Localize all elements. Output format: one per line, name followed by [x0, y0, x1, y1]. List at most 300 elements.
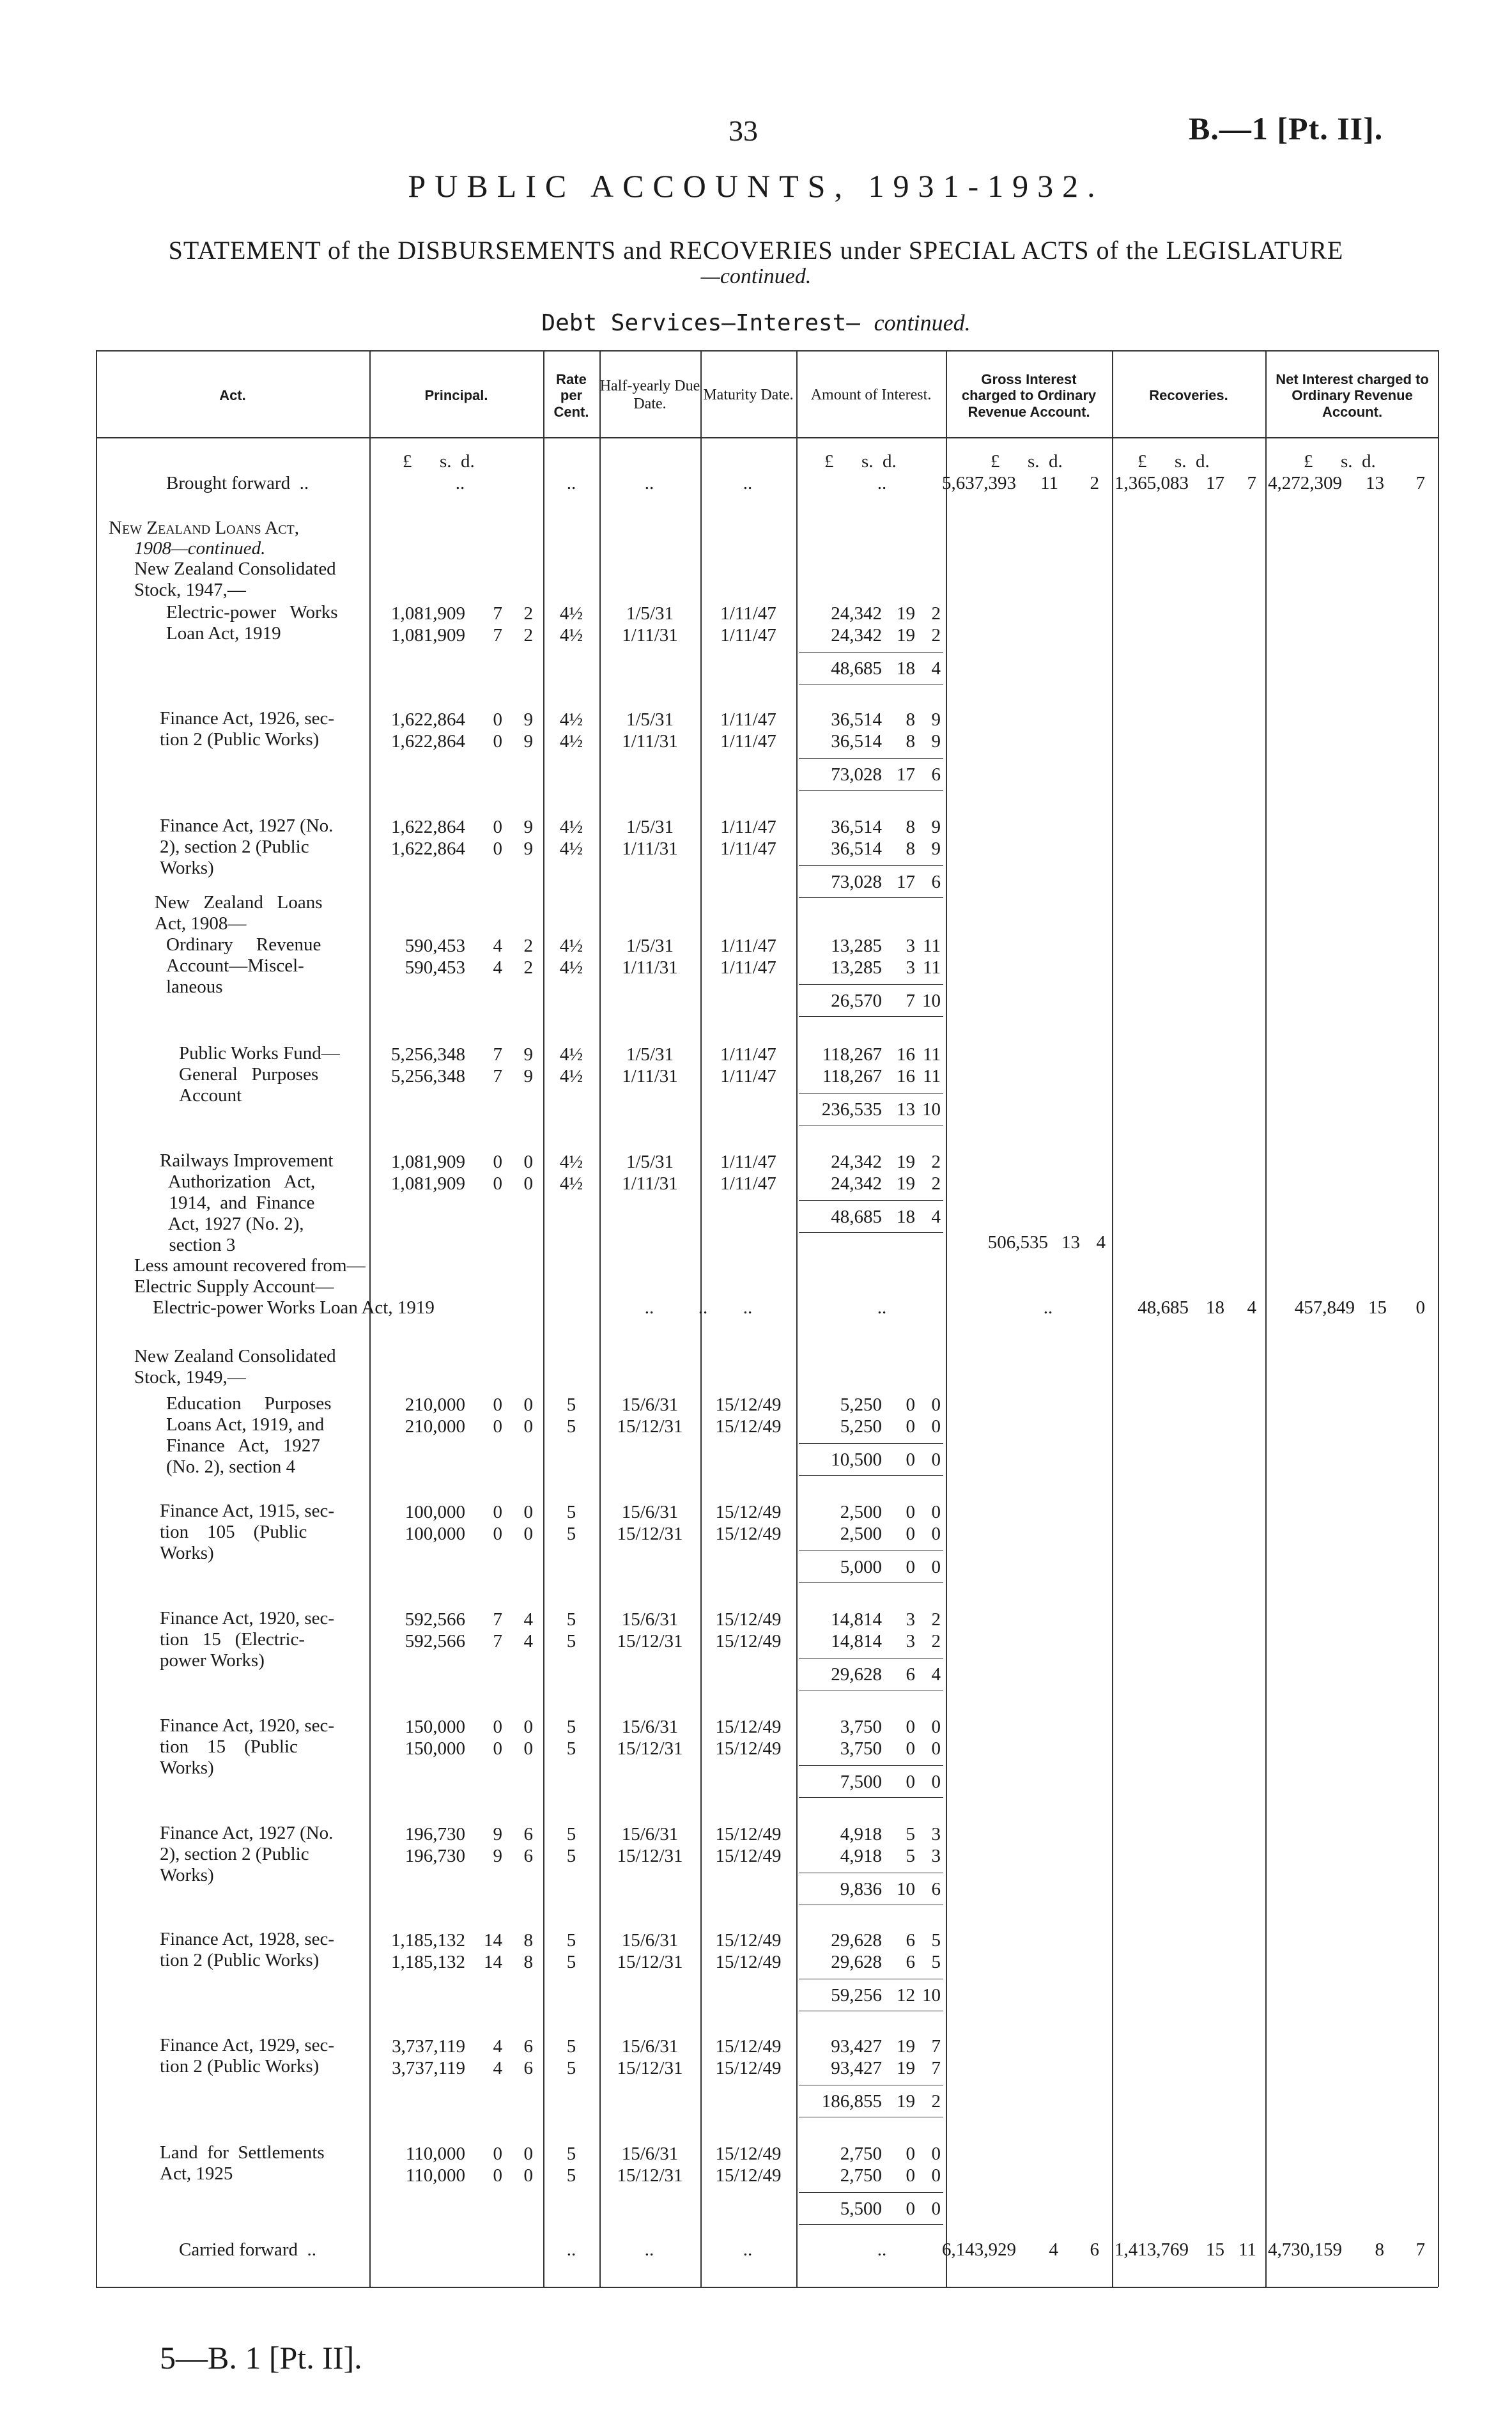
principal-shillings: 14	[484, 1952, 502, 1972]
table-row	[96, 625, 1438, 646]
subtotal-rule	[799, 897, 943, 898]
bf-recoveries-pounds: 1,365,083	[1115, 473, 1189, 493]
principal-shillings: 0	[493, 1416, 502, 1437]
half-yearly-due-date: 15/12/31	[617, 1416, 683, 1437]
interest-pounds: 2,500	[840, 1502, 882, 1522]
interest-shillings: 19	[897, 2036, 915, 2057]
interest-pence: 2	[931, 1173, 941, 1194]
subtotal-pence: 2	[931, 2091, 941, 2112]
table-row	[96, 2058, 1438, 2078]
half-yearly-due-date: 15/6/31	[621, 1502, 679, 1522]
half-yearly-due-date: 1/5/31	[626, 936, 674, 956]
bf-recoveries-shillings: 17	[1206, 473, 1224, 493]
subtotal-row	[96, 1450, 1438, 1470]
principal-shillings: 4	[493, 957, 502, 978]
subtotal-rule	[799, 1443, 943, 1444]
principal-pounds: 5,256,348	[391, 1066, 465, 1086]
principal-pounds: 196,730	[405, 1846, 465, 1866]
principal-shillings: 0	[493, 1738, 502, 1759]
principal-pence: 4	[523, 1609, 533, 1630]
interest-pounds: 4,918	[840, 1824, 882, 1844]
maturity-date: 1/11/47	[720, 1152, 776, 1172]
principal-shillings: 7	[493, 1609, 502, 1630]
table-row	[96, 1930, 1438, 1951]
principal-pounds: 1,081,909	[391, 1173, 465, 1194]
subtotal-shillings: 0	[906, 1450, 915, 1470]
maturity-date: 15/12/49	[715, 2036, 782, 2057]
subtotal-shillings: 18	[897, 1207, 915, 1227]
maturity-date: 15/12/49	[715, 1502, 782, 1522]
interest-shillings: 19	[897, 1152, 915, 1172]
dots: ..	[644, 2239, 654, 2260]
subtotal-shillings: 19	[897, 2091, 915, 2112]
subtotal-row	[96, 1099, 1438, 1120]
brought-forward-label: Brought forward ..	[166, 473, 309, 493]
rate-per-cent: 5	[566, 2036, 576, 2057]
rate-per-cent: 4½	[559, 1044, 583, 1065]
principal-pence: 0	[523, 1152, 533, 1172]
principal-pounds: 3,737,119	[392, 2058, 465, 2078]
interest-shillings: 16	[897, 1044, 915, 1065]
half-yearly-due-date: 1/11/31	[622, 957, 678, 978]
subtotal-rule	[799, 1016, 943, 1017]
subtotal-rule	[799, 1765, 943, 1766]
interest-pounds: 29,628	[831, 1930, 882, 1951]
page-title: PUBLIC ACCOUNTS, 1931-1932.	[408, 168, 1104, 204]
interest-shillings: 0	[906, 1524, 915, 1544]
principal-pence: 6	[523, 1846, 533, 1866]
half-yearly-due-date: 15/12/31	[617, 1846, 683, 1866]
principal-pounds: 1,185,132	[391, 1930, 465, 1951]
principal-pence: 0	[523, 1524, 533, 1544]
less-recovered-net-pence: 0	[1416, 1297, 1425, 1318]
subtotal-pounds: 48,685	[831, 1207, 882, 1227]
subtotal-pence: 10	[922, 991, 941, 1011]
rate-per-cent: 5	[566, 2058, 576, 2078]
interest-pence: 0	[931, 2165, 941, 2186]
principal-shillings: 0	[493, 2165, 502, 2186]
subtotal-pence: 10	[922, 1099, 941, 1120]
principal-pence: 6	[523, 1824, 533, 1844]
subtotal-pounds: 9,836	[840, 1879, 882, 1899]
half-yearly-due-date: 15/6/31	[621, 1717, 679, 1737]
interest-shillings: 0	[906, 1416, 915, 1437]
interest-shillings: 0	[906, 1502, 915, 1522]
interest-pounds: 24,342	[831, 1152, 882, 1172]
subtotal-row	[96, 1664, 1438, 1685]
cf-recoveries-shillings: 15	[1206, 2239, 1224, 2260]
rate-per-cent: 4½	[559, 817, 583, 837]
interest-shillings: 3	[906, 957, 915, 978]
subtotal-rule	[799, 1200, 943, 1201]
subtotal-pounds: 10,500	[831, 1450, 882, 1470]
principal-shillings: 0	[493, 839, 502, 859]
interest-pence: 9	[931, 817, 941, 837]
subtotal-pence: 6	[931, 872, 941, 892]
interest-pounds: 93,427	[831, 2036, 882, 2057]
subtotal-pence: 0	[931, 1557, 941, 1577]
stock-1947-heading: New Zealand Consolidated Stock, 1947,—	[134, 559, 336, 600]
principal-pounds: 1,622,864	[391, 839, 465, 859]
rate-per-cent: 5	[566, 1738, 576, 1759]
subtotal-row	[96, 764, 1438, 785]
act-label: Finance Act, 1929, sec- tion 2 (Public Works)	[160, 2035, 335, 2076]
maturity-date: 1/11/47	[720, 709, 776, 730]
interest-shillings: 0	[906, 1717, 915, 1737]
principal-shillings: 0	[493, 1502, 502, 1522]
subtotal-pence: 6	[931, 764, 941, 785]
subtotal-row	[96, 872, 1438, 892]
table-row	[96, 1152, 1438, 1172]
rate-per-cent: 5	[566, 1631, 576, 1651]
subtotal-pence: 10	[922, 1985, 941, 2006]
interest-shillings: 5	[906, 1846, 915, 1866]
subtotal-pounds: 5,500	[840, 2199, 882, 2219]
table-row	[96, 1066, 1438, 1086]
table-row	[96, 1952, 1438, 1972]
principal-pence: 0	[523, 1416, 533, 1437]
rate-per-cent: 4½	[559, 603, 583, 624]
subtotal-rule	[799, 652, 943, 653]
interest-shillings: 0	[906, 2144, 915, 2164]
cf-net-pence: 7	[1416, 2239, 1425, 2260]
table-row	[96, 1631, 1438, 1651]
maturity-date: 1/11/47	[720, 731, 776, 752]
subtotal-rule	[799, 1550, 943, 1551]
currency-units: £ s. d.	[1138, 451, 1210, 472]
principal-pounds: 592,566	[405, 1631, 465, 1651]
interest-pence: 0	[931, 1717, 941, 1737]
interest-pence: 0	[931, 1395, 941, 1415]
interest-pounds: 24,342	[831, 1173, 882, 1194]
interest-pence: 11	[923, 1044, 941, 1065]
half-yearly-due-date: 15/6/31	[621, 1824, 679, 1844]
half-yearly-due-date: 15/12/31	[617, 1952, 683, 1972]
statement-continued: —continued.	[700, 265, 812, 288]
table-row	[96, 731, 1438, 752]
maturity-date: 1/11/47	[720, 1044, 776, 1065]
principal-pounds: 1,622,864	[391, 817, 465, 837]
subtotal-shillings: 6	[906, 1664, 915, 1685]
interest-pence: 2	[931, 1609, 941, 1630]
principal-pence: 6	[523, 2058, 533, 2078]
principal-shillings: 0	[493, 817, 502, 837]
principal-pounds: 1,081,909	[391, 625, 465, 646]
principal-pence: 9	[523, 839, 533, 859]
subtotal-pounds: 73,028	[831, 764, 882, 785]
rate-per-cent: 4½	[559, 957, 583, 978]
principal-pence: 9	[523, 709, 533, 730]
col-header-maturity: Maturity Date.	[703, 387, 794, 404]
dots: ..	[743, 2239, 753, 2260]
half-yearly-due-date: 15/6/31	[621, 1930, 679, 1951]
table-top-rule	[96, 350, 1438, 352]
principal-pence: 2	[523, 936, 533, 956]
half-yearly-due-date: 15/12/31	[617, 1631, 683, 1651]
interest-pence: 11	[923, 936, 941, 956]
rate-per-cent: 5	[566, 1717, 576, 1737]
principal-shillings: 9	[493, 1824, 502, 1844]
interest-pence: 2	[931, 1631, 941, 1651]
maturity-date: 1/11/47	[720, 936, 776, 956]
header-bottom-rule	[96, 437, 1438, 438]
act-label: Electric-power Works Loan Act, 1919	[166, 602, 338, 644]
interest-pence: 2	[931, 1152, 941, 1172]
page-footer: 5—B. 1 [Pt. II].	[160, 2340, 362, 2376]
brought-forward-row	[96, 473, 1438, 493]
subtotal-pounds: 5,000	[840, 1557, 882, 1577]
interest-shillings: 19	[897, 603, 915, 624]
interest-pence: 9	[931, 709, 941, 730]
less-recovered-net-pounds: 457,849	[1294, 1297, 1355, 1318]
table-row	[96, 2165, 1438, 2186]
subtotal-shillings: 18	[897, 658, 915, 679]
principal-shillings: 7	[493, 1044, 502, 1065]
interest-shillings: 0	[906, 2165, 915, 2186]
section-title: Debt Services—Interest—	[541, 310, 860, 336]
subtotal-row	[96, 991, 1438, 1011]
subtotal-rule	[799, 1797, 943, 1798]
bf-gross-pence: 2	[1090, 473, 1099, 493]
dots: ..	[743, 473, 753, 493]
table-row	[96, 2036, 1438, 2057]
currency-units: £ s. d.	[403, 451, 475, 472]
subtotal-rule	[799, 1582, 943, 1583]
table-row	[96, 709, 1438, 730]
half-yearly-due-date: 15/6/31	[621, 2144, 679, 2164]
interest-shillings: 8	[906, 817, 915, 837]
half-yearly-due-date: 1/11/31	[622, 1066, 678, 1086]
principal-pounds: 590,453	[405, 936, 465, 956]
rate-per-cent: 4½	[559, 731, 583, 752]
rate-per-cent: 4½	[559, 709, 583, 730]
interest-shillings: 8	[906, 709, 915, 730]
principal-pounds: 196,730	[405, 1824, 465, 1844]
subtotal-rule	[799, 865, 943, 866]
dots: ..	[877, 1297, 887, 1318]
table-row	[96, 1173, 1438, 1194]
principal-shillings: 7	[493, 625, 502, 646]
half-yearly-due-date: 15/6/31	[621, 1395, 679, 1415]
interest-pounds: 24,342	[831, 625, 882, 646]
rate-per-cent: 4½	[559, 1173, 583, 1194]
dots: ..	[743, 1297, 753, 1318]
rate-per-cent: 5	[566, 1609, 576, 1630]
interest-pence: 3	[931, 1824, 941, 1844]
principal-pounds: 100,000	[405, 1524, 465, 1544]
interest-pence: 5	[931, 1952, 941, 1972]
table-row	[96, 603, 1438, 624]
act-label: Finance Act, 1920, sec- tion 15 (Public Works)	[160, 1715, 335, 1778]
dots: ..	[877, 2239, 887, 2260]
interest-pounds: 13,285	[831, 957, 882, 978]
principal-shillings: 14	[484, 1930, 502, 1951]
interest-pence: 3	[931, 1846, 941, 1866]
half-yearly-due-date: 1/5/31	[626, 817, 674, 837]
maturity-date: 1/11/47	[720, 839, 776, 859]
principal-shillings: 0	[493, 1524, 502, 1544]
principal-pounds: 592,566	[405, 1609, 465, 1630]
interest-pounds: 118,267	[822, 1066, 882, 1086]
less-recovered-shillings: 18	[1206, 1297, 1224, 1318]
maturity-date: 15/12/49	[715, 1524, 782, 1544]
bf-recoveries-pence: 7	[1247, 473, 1256, 493]
table-bottom-rule	[96, 2287, 1438, 2288]
bf-gross-pounds: 5,637,393	[942, 473, 1016, 493]
principal-shillings: 0	[493, 1717, 502, 1737]
subtotal-pence: 4	[931, 1207, 941, 1227]
interest-pence: 0	[931, 1738, 941, 1759]
interest-shillings: 19	[897, 1173, 915, 1194]
subtotal-rule	[799, 1475, 943, 1476]
rate-per-cent: 5	[566, 1524, 576, 1544]
table-row	[96, 2144, 1438, 2164]
stock-1949-heading: New Zealand Consolidated Stock, 1949,—	[134, 1346, 336, 1388]
principal-pounds: 1,622,864	[391, 709, 465, 730]
interest-shillings: 0	[906, 1395, 915, 1415]
table-row	[96, 1502, 1438, 1522]
rate-per-cent: 5	[566, 1416, 576, 1437]
interest-shillings: 8	[906, 731, 915, 752]
interest-shillings: 6	[906, 1930, 915, 1951]
principal-pence: 9	[523, 1066, 533, 1086]
act-heading-nzla-cont: 1908—continued.	[134, 538, 266, 559]
maturity-date: 1/11/47	[720, 603, 776, 624]
maturity-date: 15/12/49	[715, 1395, 782, 1415]
act-label: Finance Act, 1926, sec- tion 2 (Public Works)	[160, 708, 335, 750]
maturity-date: 1/11/47	[720, 1173, 776, 1194]
table-row	[96, 1738, 1438, 1759]
act-label: Finance Act, 1915, sec- tion 105 (Public Works)	[160, 1501, 335, 1563]
carried-forward-label: Carried forward ..	[179, 2239, 316, 2260]
principal-shillings: 7	[493, 1631, 502, 1651]
rate-per-cent: 5	[566, 2165, 576, 2186]
maturity-date: 15/12/49	[715, 1631, 782, 1651]
cf-net-pounds: 4,730,159	[1268, 2239, 1342, 2260]
section-heading	[0, 309, 1512, 336]
principal-shillings: 9	[493, 1846, 502, 1866]
less-recovered-pounds: 48,685	[1138, 1297, 1189, 1318]
col-header-amount: Amount of Interest.	[810, 387, 932, 404]
table-row	[96, 1524, 1438, 1544]
principal-pence: 6	[523, 2036, 533, 2057]
interest-pounds: 5,250	[840, 1416, 882, 1437]
principal-pence: 0	[523, 1717, 533, 1737]
document-reference: B.—1 [Pt. II].	[1189, 111, 1384, 146]
currency-units: £ s. d.	[824, 451, 897, 472]
principal-pence: 8	[523, 1952, 533, 1972]
half-yearly-due-date: 15/12/31	[617, 2058, 683, 2078]
col-header-rate: Rate per Cent.	[553, 371, 589, 420]
col-header-net: Net Interest charged to Ordinary Revenue Account.	[1276, 371, 1429, 420]
dots: ..	[1043, 1297, 1053, 1318]
principal-shillings: 0	[493, 731, 502, 752]
subtotal-pence: 4	[931, 1664, 941, 1685]
subtotal-shillings: 0	[906, 1772, 915, 1792]
railways-gross-pence: 4	[1096, 1232, 1106, 1253]
cf-gross-pounds: 6,143,929	[942, 2239, 1016, 2260]
interest-shillings: 3	[906, 936, 915, 956]
interest-pounds: 13,285	[831, 936, 882, 956]
rate-per-cent: 5	[566, 2144, 576, 2164]
interest-pounds: 5,250	[840, 1395, 882, 1415]
interest-pounds: 14,814	[831, 1609, 882, 1630]
interest-shillings: 8	[906, 839, 915, 859]
interest-shillings: 16	[897, 1066, 915, 1086]
principal-pounds: 3,737,119	[392, 2036, 465, 2057]
subtotal-rule	[799, 984, 943, 985]
principal-pounds: 590,453	[405, 957, 465, 978]
rate-per-cent: 4½	[559, 1066, 583, 1086]
act-label: Land for Settlements Act, 1925	[160, 2142, 325, 2184]
maturity-date: 15/12/49	[715, 1930, 782, 1951]
maturity-date: 1/11/47	[720, 817, 776, 837]
subtotal-pence: 0	[931, 2199, 941, 2219]
rate-per-cent: 4½	[559, 1152, 583, 1172]
maturity-date: 1/11/47	[720, 957, 776, 978]
maturity-date: 15/12/49	[715, 2058, 782, 2078]
principal-pence: 0	[523, 2165, 533, 2186]
principal-pounds: 210,000	[405, 1395, 465, 1415]
principal-pence: 9	[523, 1044, 533, 1065]
interest-pounds: 2,750	[840, 2165, 882, 2186]
principal-shillings: 7	[493, 603, 502, 624]
subtotal-shillings: 12	[897, 1985, 915, 2006]
interest-pence: 7	[931, 2058, 941, 2078]
subtotal-row	[96, 2199, 1438, 2219]
principal-pence: 0	[523, 1738, 533, 1759]
subtotal-pence: 6	[931, 1879, 941, 1899]
interest-pence: 0	[931, 2144, 941, 2164]
interest-shillings: 6	[906, 1952, 915, 1972]
col-header-principal: Principal.	[424, 387, 488, 404]
interest-shillings: 0	[906, 1738, 915, 1759]
maturity-date: 15/12/49	[715, 1738, 782, 1759]
subtotal-shillings: 0	[906, 2199, 915, 2219]
rate-per-cent: 5	[566, 1395, 576, 1415]
rate-per-cent: 5	[566, 1824, 576, 1844]
rate-per-cent: 4½	[559, 625, 583, 646]
interest-pence: 9	[931, 839, 941, 859]
bf-net-pence: 7	[1416, 473, 1425, 493]
interest-pence: 2	[931, 603, 941, 624]
dots: ..	[698, 1297, 708, 1318]
act-label: Finance Act, 1928, sec- tion 2 (Public Works)	[160, 1929, 335, 1970]
subtotal-shillings: 0	[906, 1557, 915, 1577]
principal-pounds: 110,000	[405, 2165, 465, 2186]
interest-pence: 0	[931, 1416, 941, 1437]
principal-shillings: 7	[493, 1066, 502, 1086]
principal-pence: 0	[523, 2144, 533, 2164]
table-row	[96, 936, 1438, 956]
less-recovered-row	[96, 1297, 1438, 1318]
principal-pounds: 100,000	[405, 1502, 465, 1522]
rate-per-cent: 5	[566, 1502, 576, 1522]
principal-pounds: 1,081,909	[391, 603, 465, 624]
rate-per-cent: 5	[566, 1952, 576, 1972]
half-yearly-due-date: 15/12/31	[617, 2165, 683, 2186]
page-number: 33	[729, 114, 758, 147]
principal-pence: 0	[523, 1502, 533, 1522]
col-rule	[1438, 350, 1439, 2287]
subtotal-row	[96, 1985, 1438, 2006]
interest-pounds: 2,750	[840, 2144, 882, 2164]
principal-shillings: 4	[493, 936, 502, 956]
subtotal-row	[96, 1879, 1438, 1899]
statement-title: STATEMENT of the DISBURSEMENTS and RECOVERIES under SPECIAL ACTS of the LEGISLATURE	[168, 236, 1344, 265]
half-yearly-due-date: 1/5/31	[626, 1044, 674, 1065]
dots: ..	[644, 473, 654, 493]
